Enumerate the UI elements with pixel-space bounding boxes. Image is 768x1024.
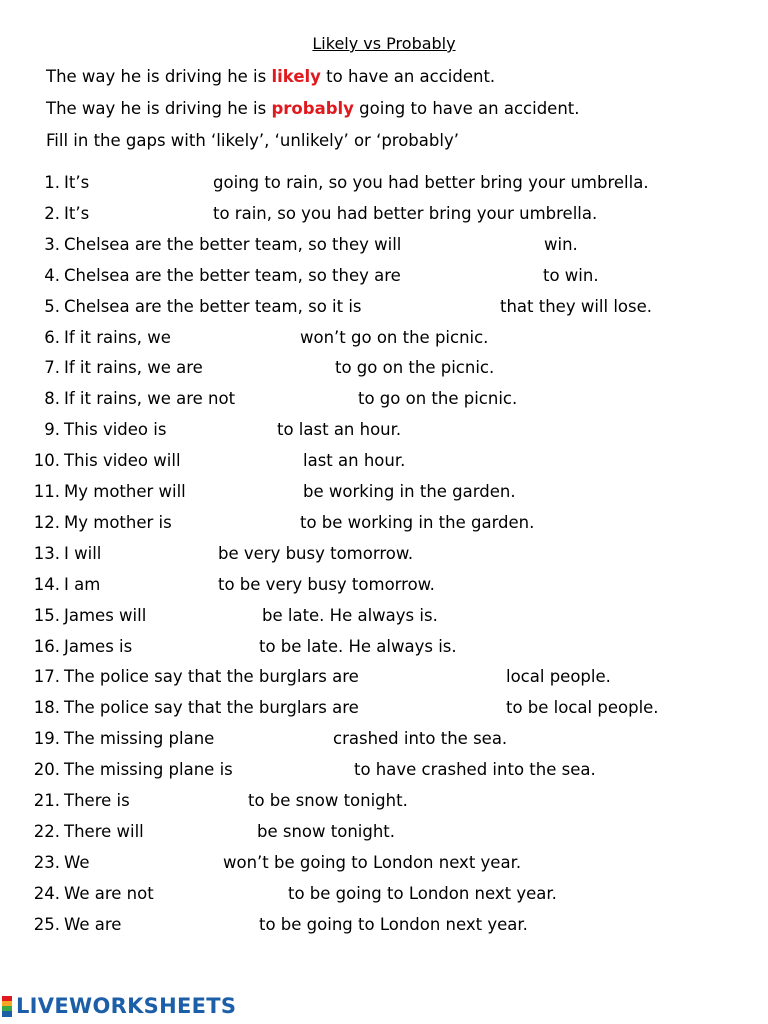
exercise-text-after: going to rain, so you had better bring your umbrella. bbox=[213, 173, 649, 192]
exercise-text-after: be late. He always is. bbox=[262, 605, 438, 625]
exercise-text-after: to go on the picnic. bbox=[358, 389, 518, 409]
exercise-item bbox=[0, 822, 768, 844]
exercise-item bbox=[0, 420, 768, 442]
exercise-text-before: The missing plane bbox=[64, 729, 215, 749]
exercise-item bbox=[0, 915, 768, 937]
exercise-text-after: to last an hour. bbox=[277, 420, 402, 440]
exercise-item bbox=[0, 884, 768, 906]
exercise-text-after: to have crashed into the sea. bbox=[354, 760, 596, 780]
exercise-item bbox=[0, 791, 768, 813]
exercise-number: 2. bbox=[44, 203, 60, 223]
footer-logo bbox=[0, 990, 260, 1024]
exercise-item bbox=[0, 853, 768, 875]
exercise-text-before: The police say that the burglars are bbox=[64, 667, 359, 687]
exercise-text-before: There will bbox=[64, 821, 144, 841]
exercise-number: 20. bbox=[33, 760, 60, 780]
exercise-number: 9. bbox=[44, 420, 60, 440]
exercise-number: 11. bbox=[33, 482, 60, 501]
exercise-number: 16. bbox=[33, 636, 60, 656]
exercise-text-before: Chelsea are the better team, so they are bbox=[64, 265, 401, 285]
exercise-number: 4. bbox=[44, 265, 60, 285]
exercise-text-after: local people. bbox=[506, 667, 611, 687]
exercise-text-after: be working in the garden. bbox=[303, 482, 516, 501]
exercise-number: 10. bbox=[33, 451, 60, 471]
exercise-text-after: to be very busy tomorrow. bbox=[218, 574, 435, 594]
exercise-text-before: This video is bbox=[64, 420, 167, 440]
logo-text: LIVEWORKSHEETS bbox=[16, 994, 237, 1018]
exercise-text-after: to be going to London next year. bbox=[259, 914, 528, 934]
exercise-item bbox=[0, 204, 768, 226]
intro-text: to have an accident. bbox=[320, 67, 496, 86]
exercise-text-after: won’t be going to London next year. bbox=[223, 852, 522, 872]
exercise-text-after: to be snow tonight. bbox=[248, 791, 408, 810]
exercise-text-after: to be going to London next year. bbox=[288, 883, 557, 903]
exercise-text-before: James will bbox=[64, 605, 147, 625]
exercise-text-before: Chelsea are the better team, so it is bbox=[64, 296, 362, 316]
exercise-text-after: to go on the picnic. bbox=[335, 358, 495, 378]
exercise-number: 1. bbox=[44, 173, 60, 192]
exercise-number: 15. bbox=[33, 605, 60, 625]
exercise-text-before: We bbox=[64, 852, 90, 872]
exercise-item bbox=[0, 606, 768, 628]
exercise-number: 18. bbox=[33, 698, 60, 718]
exercise-item bbox=[0, 513, 768, 535]
exercise-text-before: My mother will bbox=[64, 482, 186, 501]
exercise-text-after: crashed into the sea. bbox=[333, 729, 508, 749]
exercise-item bbox=[0, 266, 768, 288]
exercise-text-before: If it rains, we are bbox=[64, 358, 203, 378]
exercise-number: 22. bbox=[33, 821, 60, 841]
exercise-number: 12. bbox=[33, 512, 60, 532]
exercise-text-after: to rain, so you had better bring your umbrella. bbox=[213, 203, 598, 223]
exercise-number: 3. bbox=[44, 234, 60, 254]
highlighted-word: probably bbox=[271, 99, 354, 118]
exercise-number: 19. bbox=[33, 729, 60, 749]
exercise-text-before: It’s bbox=[64, 173, 90, 192]
exercise-text-after: be snow tonight. bbox=[257, 821, 396, 841]
instructions: Fill in the gaps with ‘likely’, ‘unlikely’ or ‘probably’ bbox=[46, 131, 459, 150]
exercise-number: 7. bbox=[44, 358, 60, 378]
exercise-text-before: There is bbox=[64, 791, 130, 810]
exercise-number: 21. bbox=[33, 791, 60, 810]
exercise-number: 23. bbox=[33, 852, 60, 872]
exercise-text-after: win. bbox=[544, 234, 578, 254]
exercise-text-before: The missing plane is bbox=[64, 760, 233, 780]
exercise-number: 5. bbox=[44, 296, 60, 316]
exercise-text-before: Chelsea are the better team, so they will bbox=[64, 234, 402, 254]
highlighted-word: likely bbox=[271, 67, 321, 86]
exercise-text-before: I am bbox=[64, 574, 101, 594]
exercise-number: 14. bbox=[33, 574, 60, 594]
exercise-item bbox=[0, 451, 768, 473]
exercise-item bbox=[0, 358, 768, 380]
intro-text: going to have an accident. bbox=[353, 99, 580, 118]
exercise-item bbox=[0, 575, 768, 597]
exercise-number: 6. bbox=[44, 327, 60, 347]
exercise-number: 17. bbox=[33, 667, 60, 687]
intro-line-2 bbox=[46, 99, 580, 118]
exercise-item bbox=[0, 389, 768, 411]
exercise-number: 25. bbox=[33, 914, 60, 934]
exercise-text-after: to be late. He always is. bbox=[259, 636, 457, 656]
exercise-item bbox=[0, 544, 768, 566]
exercise-text-after: to be local people. bbox=[506, 698, 659, 718]
exercise-item bbox=[0, 667, 768, 689]
exercise-number: 8. bbox=[44, 389, 60, 409]
exercise-text-after: that they will lose. bbox=[500, 296, 653, 316]
exercise-item bbox=[0, 173, 768, 195]
exercise-text-after: last an hour. bbox=[303, 451, 406, 471]
worksheet-title: Likely vs Probably bbox=[312, 34, 456, 53]
intro-text: The way he is driving he is bbox=[46, 99, 272, 118]
intro-text: The way he is driving he is bbox=[46, 67, 272, 86]
exercise-item bbox=[0, 328, 768, 350]
exercise-item bbox=[0, 482, 768, 504]
intro-line-1 bbox=[46, 67, 495, 86]
exercise-text-before: This video will bbox=[64, 451, 181, 471]
exercise-text-before: The police say that the burglars are bbox=[64, 698, 359, 718]
exercise-text-before: If it rains, we are not bbox=[64, 389, 236, 409]
exercise-text-after: to be working in the garden. bbox=[300, 512, 535, 532]
exercise-item bbox=[0, 698, 768, 720]
exercise-number: 13. bbox=[33, 543, 60, 563]
exercise-text-before: James is bbox=[64, 636, 133, 656]
exercise-text-before: We are bbox=[64, 914, 122, 934]
exercise-item bbox=[0, 760, 768, 782]
exercise-text-before: If it rains, we bbox=[64, 327, 171, 347]
exercise-item bbox=[0, 297, 768, 319]
exercise-text-before: I will bbox=[64, 543, 102, 563]
exercise-text-after: won’t go on the picnic. bbox=[300, 327, 489, 347]
liveworksheets-logo-icon bbox=[2, 996, 16, 1018]
exercise-text-before: It’s bbox=[64, 203, 90, 223]
exercise-item bbox=[0, 637, 768, 659]
exercise-item bbox=[0, 235, 768, 257]
exercise-item bbox=[0, 729, 768, 751]
exercise-text-after: to win. bbox=[543, 265, 599, 285]
exercise-number: 24. bbox=[33, 883, 60, 903]
exercise-text-before: We are not bbox=[64, 883, 154, 903]
exercise-text-before: My mother is bbox=[64, 512, 172, 532]
exercise-text-after: be very busy tomorrow. bbox=[218, 543, 414, 563]
